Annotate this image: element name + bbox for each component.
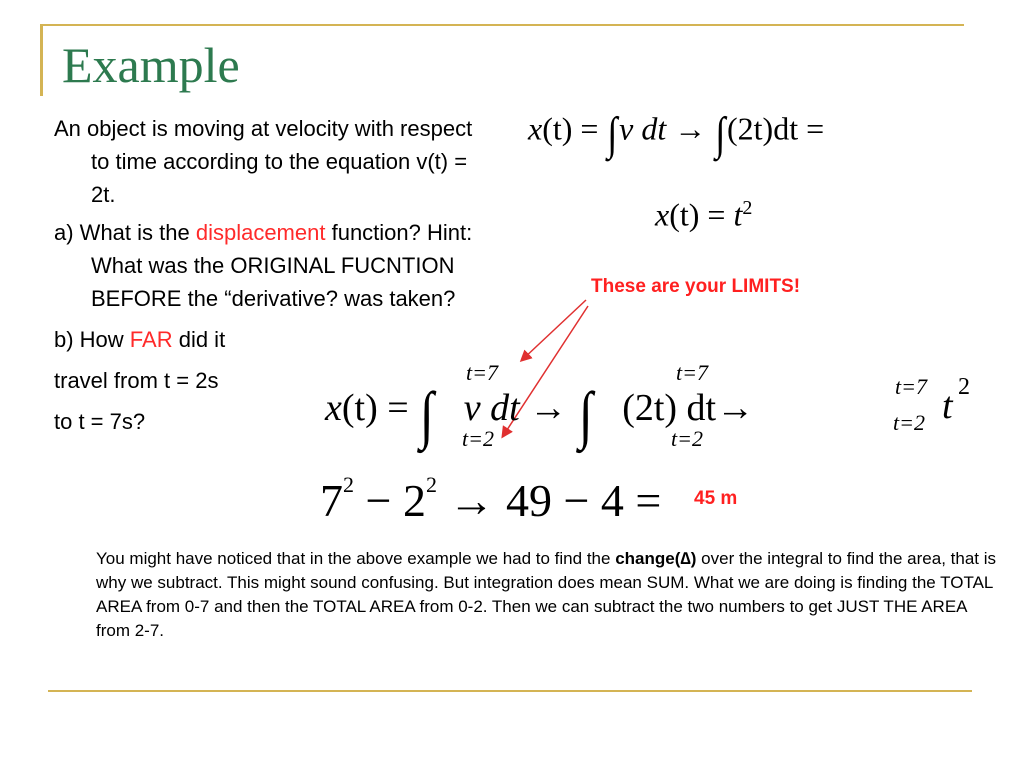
eq1-integrand-v: v dt xyxy=(619,110,667,147)
eq3-integral-sign: ∫ xyxy=(419,379,434,450)
eq3-arg: (t) xyxy=(341,387,378,429)
eq4-two-exponent: 2 xyxy=(425,472,437,497)
eq1-integrand-2t: (2t)dt xyxy=(726,110,799,147)
eq3-upper-limit-2: t=7 xyxy=(676,360,708,385)
eq3-upper-limit-1: t=7 xyxy=(466,360,498,385)
part-b-text: b) How xyxy=(54,327,130,352)
eq3-integral-sign-2: ∫ xyxy=(578,379,593,450)
note-text-rest: over the integral to find the area, that is why we subtract. This might sound confusing. But integration does mean SUM. What we are doing is finding the TOTAL AREA from 0-7 and then the TOTAL AREA from 0-2. Then we can subtract the two numbers to get JUST THE AREA from 2-7. xyxy=(96,549,997,640)
eq3-exponent: 2 xyxy=(958,374,970,400)
eq4-arrow: → xyxy=(436,475,506,527)
eq4-two: 2 xyxy=(402,475,426,527)
eq1-lhs: x xyxy=(528,110,543,147)
eq4-equals: = xyxy=(623,475,662,527)
eq2-exponent: 2 xyxy=(742,197,753,219)
eq2-lhs: x xyxy=(655,196,670,233)
eq3-lower-limit-3: t=2 xyxy=(893,410,925,435)
eq1-integral-sign: ∫ xyxy=(607,109,618,160)
explanation-note xyxy=(96,547,996,643)
arrow-to-upper-limit xyxy=(522,300,586,360)
displacement-highlight: displacement xyxy=(195,220,326,245)
note-bold-change: change(∆) xyxy=(615,549,697,568)
eq2-arg: (t) xyxy=(669,196,700,233)
eq4-forty-nine: 49 xyxy=(505,475,552,527)
eq1-arg: (t) xyxy=(542,110,573,147)
line-travel-from: travel from t = 2s xyxy=(54,368,219,393)
eq1-integral-sign-2: ∫ xyxy=(715,109,726,160)
eq4-four: 4 xyxy=(600,475,624,527)
eq3-lower-limit-1: t=2 xyxy=(462,426,494,451)
eq4-seven: 7 xyxy=(320,475,343,527)
line-to-time: to t = 7s? xyxy=(54,409,146,434)
eq4-seven-exponent: 2 xyxy=(343,472,354,497)
note-text: You might have noticed that in the above example we had to find the xyxy=(96,549,616,568)
eq3-arrow-2: → xyxy=(716,387,755,429)
eq3-rhs: t xyxy=(942,385,953,427)
far-highlight: FAR xyxy=(129,327,173,352)
part-a-rest: function? Hint: What was the ORIGINAL FUCNTION BEFORE the “derivative? was taken? xyxy=(91,220,473,311)
eq4-minus-2: − xyxy=(551,475,601,527)
part-b-rest: did it xyxy=(172,327,226,352)
eq3-integrand-v: v dt xyxy=(463,387,520,429)
eq4-minus: − xyxy=(354,475,403,527)
bullet-problem: An object is moving at velocity with respect to time according to the equation v(t) = 2t. xyxy=(54,116,473,207)
eq1-equals: = xyxy=(572,110,607,147)
eq3-equals: = xyxy=(377,387,419,429)
eq1-tail: = xyxy=(798,110,825,147)
answer-value: 45 m xyxy=(694,488,738,509)
eq3-lhs: x xyxy=(325,387,342,429)
eq1-arrow: → xyxy=(666,110,715,147)
eq3-arrow: → xyxy=(519,387,577,429)
part-a-text: a) What is the xyxy=(54,220,196,245)
eq3-upper-limit-3: t=7 xyxy=(895,374,927,399)
eq2-equals: = xyxy=(699,196,734,233)
slide-title: Example xyxy=(62,37,240,93)
equation-evaluation xyxy=(320,472,662,527)
eq3-lower-limit-2: t=2 xyxy=(671,426,703,451)
eq3-integrand-2t: (2t) dt xyxy=(622,387,717,429)
eq2-rhs: t xyxy=(733,196,743,233)
limits-callout: These are your LIMITS! xyxy=(591,276,801,297)
